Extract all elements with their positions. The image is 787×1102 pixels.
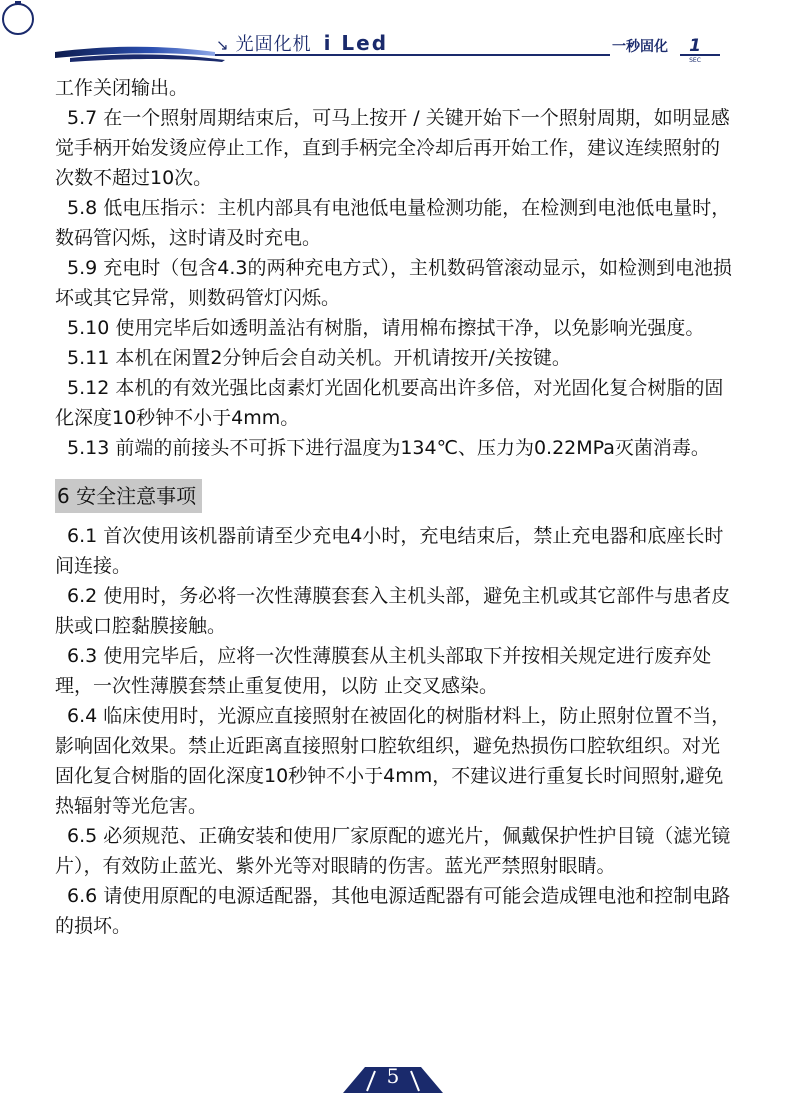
brand-name: 光固化机 bbox=[235, 34, 312, 55]
paragraph-6-1: 6.1 首次使用该机器前请至少充电4小时，充电结束后，禁止充电器和底座长时间连接。 bbox=[55, 525, 724, 577]
sec-badge-number: 1 bbox=[689, 36, 701, 56]
paragraph-6-2: 6.2 使用时，务必将一次性薄膜套套入主机头部，避免主机或其它部件与患者皮肤或口腔黏膜接触。 bbox=[55, 585, 731, 637]
paragraph-5-8: 5.8 低电压指示：主机内部具有电池低电量检测功能，在检测到电池低电量时，数码管闪烁，这时请及时充电。 bbox=[55, 197, 731, 249]
page-header bbox=[0, 0, 787, 75]
paragraph-5-10: 5.10 使用完毕后如透明盖沾有树脂，请用棉布擦拭干净，以免影响光强度。 bbox=[67, 317, 705, 339]
paragraph-6-5: 6.5 必须规范、正确安装和使用厂家原配的遮光片，佩戴保护性护目镜（滤光镜片），有效防止蓝光、紫外光等对眼睛的伤害。蓝光严禁照射眼睛。 bbox=[55, 825, 731, 877]
header-slogan: 一秒固化 bbox=[612, 39, 668, 55]
document-body bbox=[55, 73, 735, 941]
brand-model: i Led bbox=[323, 31, 389, 55]
paragraph-5-13: 5.13 前端的前接头不可拆下进行温度为134℃、压力为0.22MPa灭菌消毒。 bbox=[67, 437, 710, 459]
paragraph-6-3: 6.3 使用完毕后，应将一次性薄膜套从主机头部取下并按相关规定进行废弃处理，一次性薄膜套禁止重复使用，以防 止交叉感染。 bbox=[55, 645, 712, 697]
paragraph-continuation: 工作关闭输出。 bbox=[55, 77, 189, 99]
paragraph-5-9: 5.9 充电时（包含4.3的两种充电方式），主机数码管滚动显示，如检测到电池损坏或其它异常，则数码管灯闪烁。 bbox=[55, 257, 732, 309]
page-number: 5 bbox=[386, 1064, 400, 1088]
section-heading: 6 安全注意事项 bbox=[55, 479, 202, 513]
paragraph-5-12: 5.12 本机的有效光强比卤素灯光固化机要高出许多倍，对光固化复合树脂的固化深度10秒钟不小于4mm。 bbox=[55, 377, 724, 429]
paragraph-6-6: 6.6 请使用原配的电源适配器，其他电源适配器有可能会造成锂电池和控制电路的损坏。 bbox=[55, 885, 731, 937]
paragraph-5-11: 5.11 本机在闲置2分钟后会自动关机。开机请按开/关按键。 bbox=[67, 347, 571, 369]
stopwatch-icon bbox=[0, 0, 36, 36]
header-swoosh-graphic bbox=[0, 0, 787, 75]
header-brand bbox=[216, 30, 388, 56]
brand-mark-icon: ↘ bbox=[216, 36, 230, 54]
sec-badge-label: SEC bbox=[689, 57, 701, 64]
paragraph-5-7: 5.7 在一个照射周期结束后，可马上按开 / 关键开始下一个照射周期，如明显感觉手柄开始发烫应停止工作，直到手柄完全冷却后再开始工作，建议连续照射的次数不超过10次。 bbox=[55, 107, 730, 189]
paragraph-6-4: 6.4 临床使用时，光源应直接照射在被固化的树脂材料上，防止照射位置不当，影响固化效果。禁止近距离直接照射口腔软组织，避免热损伤口腔软组织。对光固化复合树脂的固化深度10秒钟不小于4mm，不建议进行重复长时间照射,避免热辐射等光危害。 bbox=[55, 705, 731, 817]
